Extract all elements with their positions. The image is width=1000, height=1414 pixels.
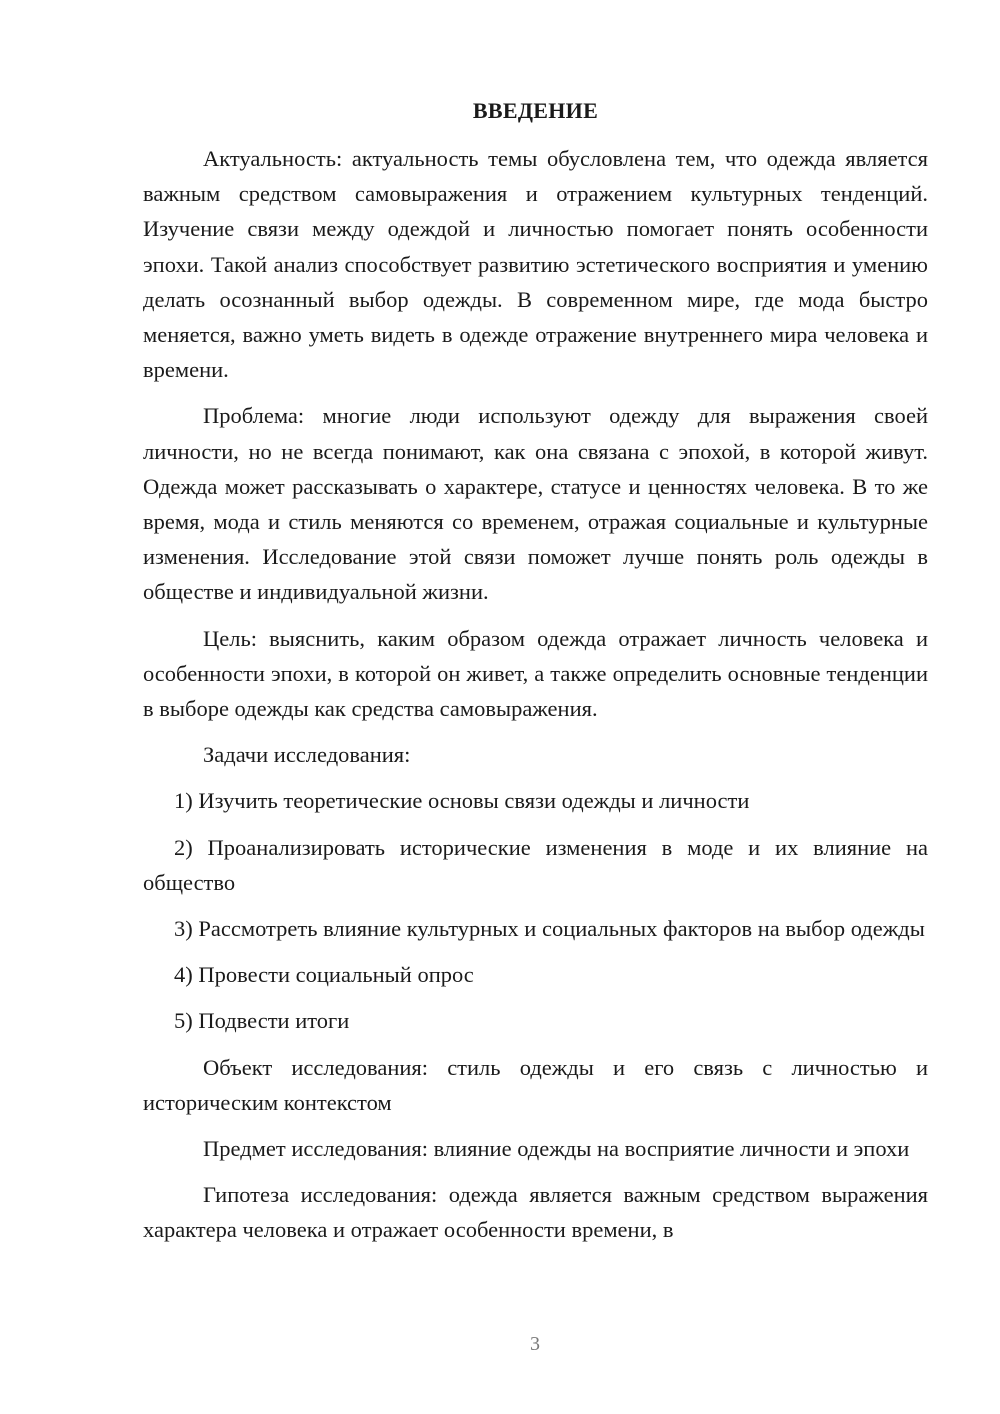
page-number: 3 [530,1333,540,1355]
hypothesis-paragraph: Гипотеза исследования: одежда является важным средством выражения характера человека и отражает особенности времени, в [143,1182,928,1243]
task-item-4: 4) Провести социальный опрос [174,962,474,988]
tasks-heading: Задачи исследования: [203,742,411,768]
object-paragraph: Объект исследования: стиль одежды и его связь с личностью и историческим контекстом [143,1054,928,1115]
goal-paragraph: Цель: выяснить, каким образом одежда отражает личность человека и особенности эпохи, в которой он живет, а также определить основные тенденции в выборе одежды как средства самовыражения. [143,625,928,722]
relevance-paragraph: Актуальность: актуальность темы обусловлена тем, что одежда является важным средством самовыражения и отражением культурных тенденций. Изучение связи между одеждой и личностью помогает понять особенности эпохи. Такой анализ способствует развитию эстетического восприятия и умению делать осознанный выбор одежды. В современном мире, где мода быстро меняется, важно уметь видеть в одежде отражение внутреннего мира человека и времени. [143,146,928,383]
task-item-2: 2) Проанализировать исторические изменения в моде и их влияние на общество [143,834,928,895]
page-body [143,93,928,1259]
section-title: ВВЕДЕНИЕ [472,98,599,123]
problem-paragraph: Проблема: многие люди используют одежду для выражения своей личности, но не всегда понимают, как она связана с эпохой, в которой живут. Одежда может рассказывать о характере, статусе и ценностях человека. В то же время, мода и стиль меняются со временем, отражая социальные и культурные изменения. Исследование этой связи поможет лучше понять роль одежды в обществе и индивидуальной жизни. [143,403,928,605]
subject-paragraph: Предмет исследования: влияние одежды на восприятие личности и эпохи [203,1136,910,1162]
task-item-3: 3) Рассмотреть влияние культурных и социальных факторов на выбор одежды [174,916,925,942]
task-item-5: 5) Подвести итоги [174,1008,350,1034]
task-item-1: 1) Изучить теоретические основы связи одежды и личности [174,788,750,814]
